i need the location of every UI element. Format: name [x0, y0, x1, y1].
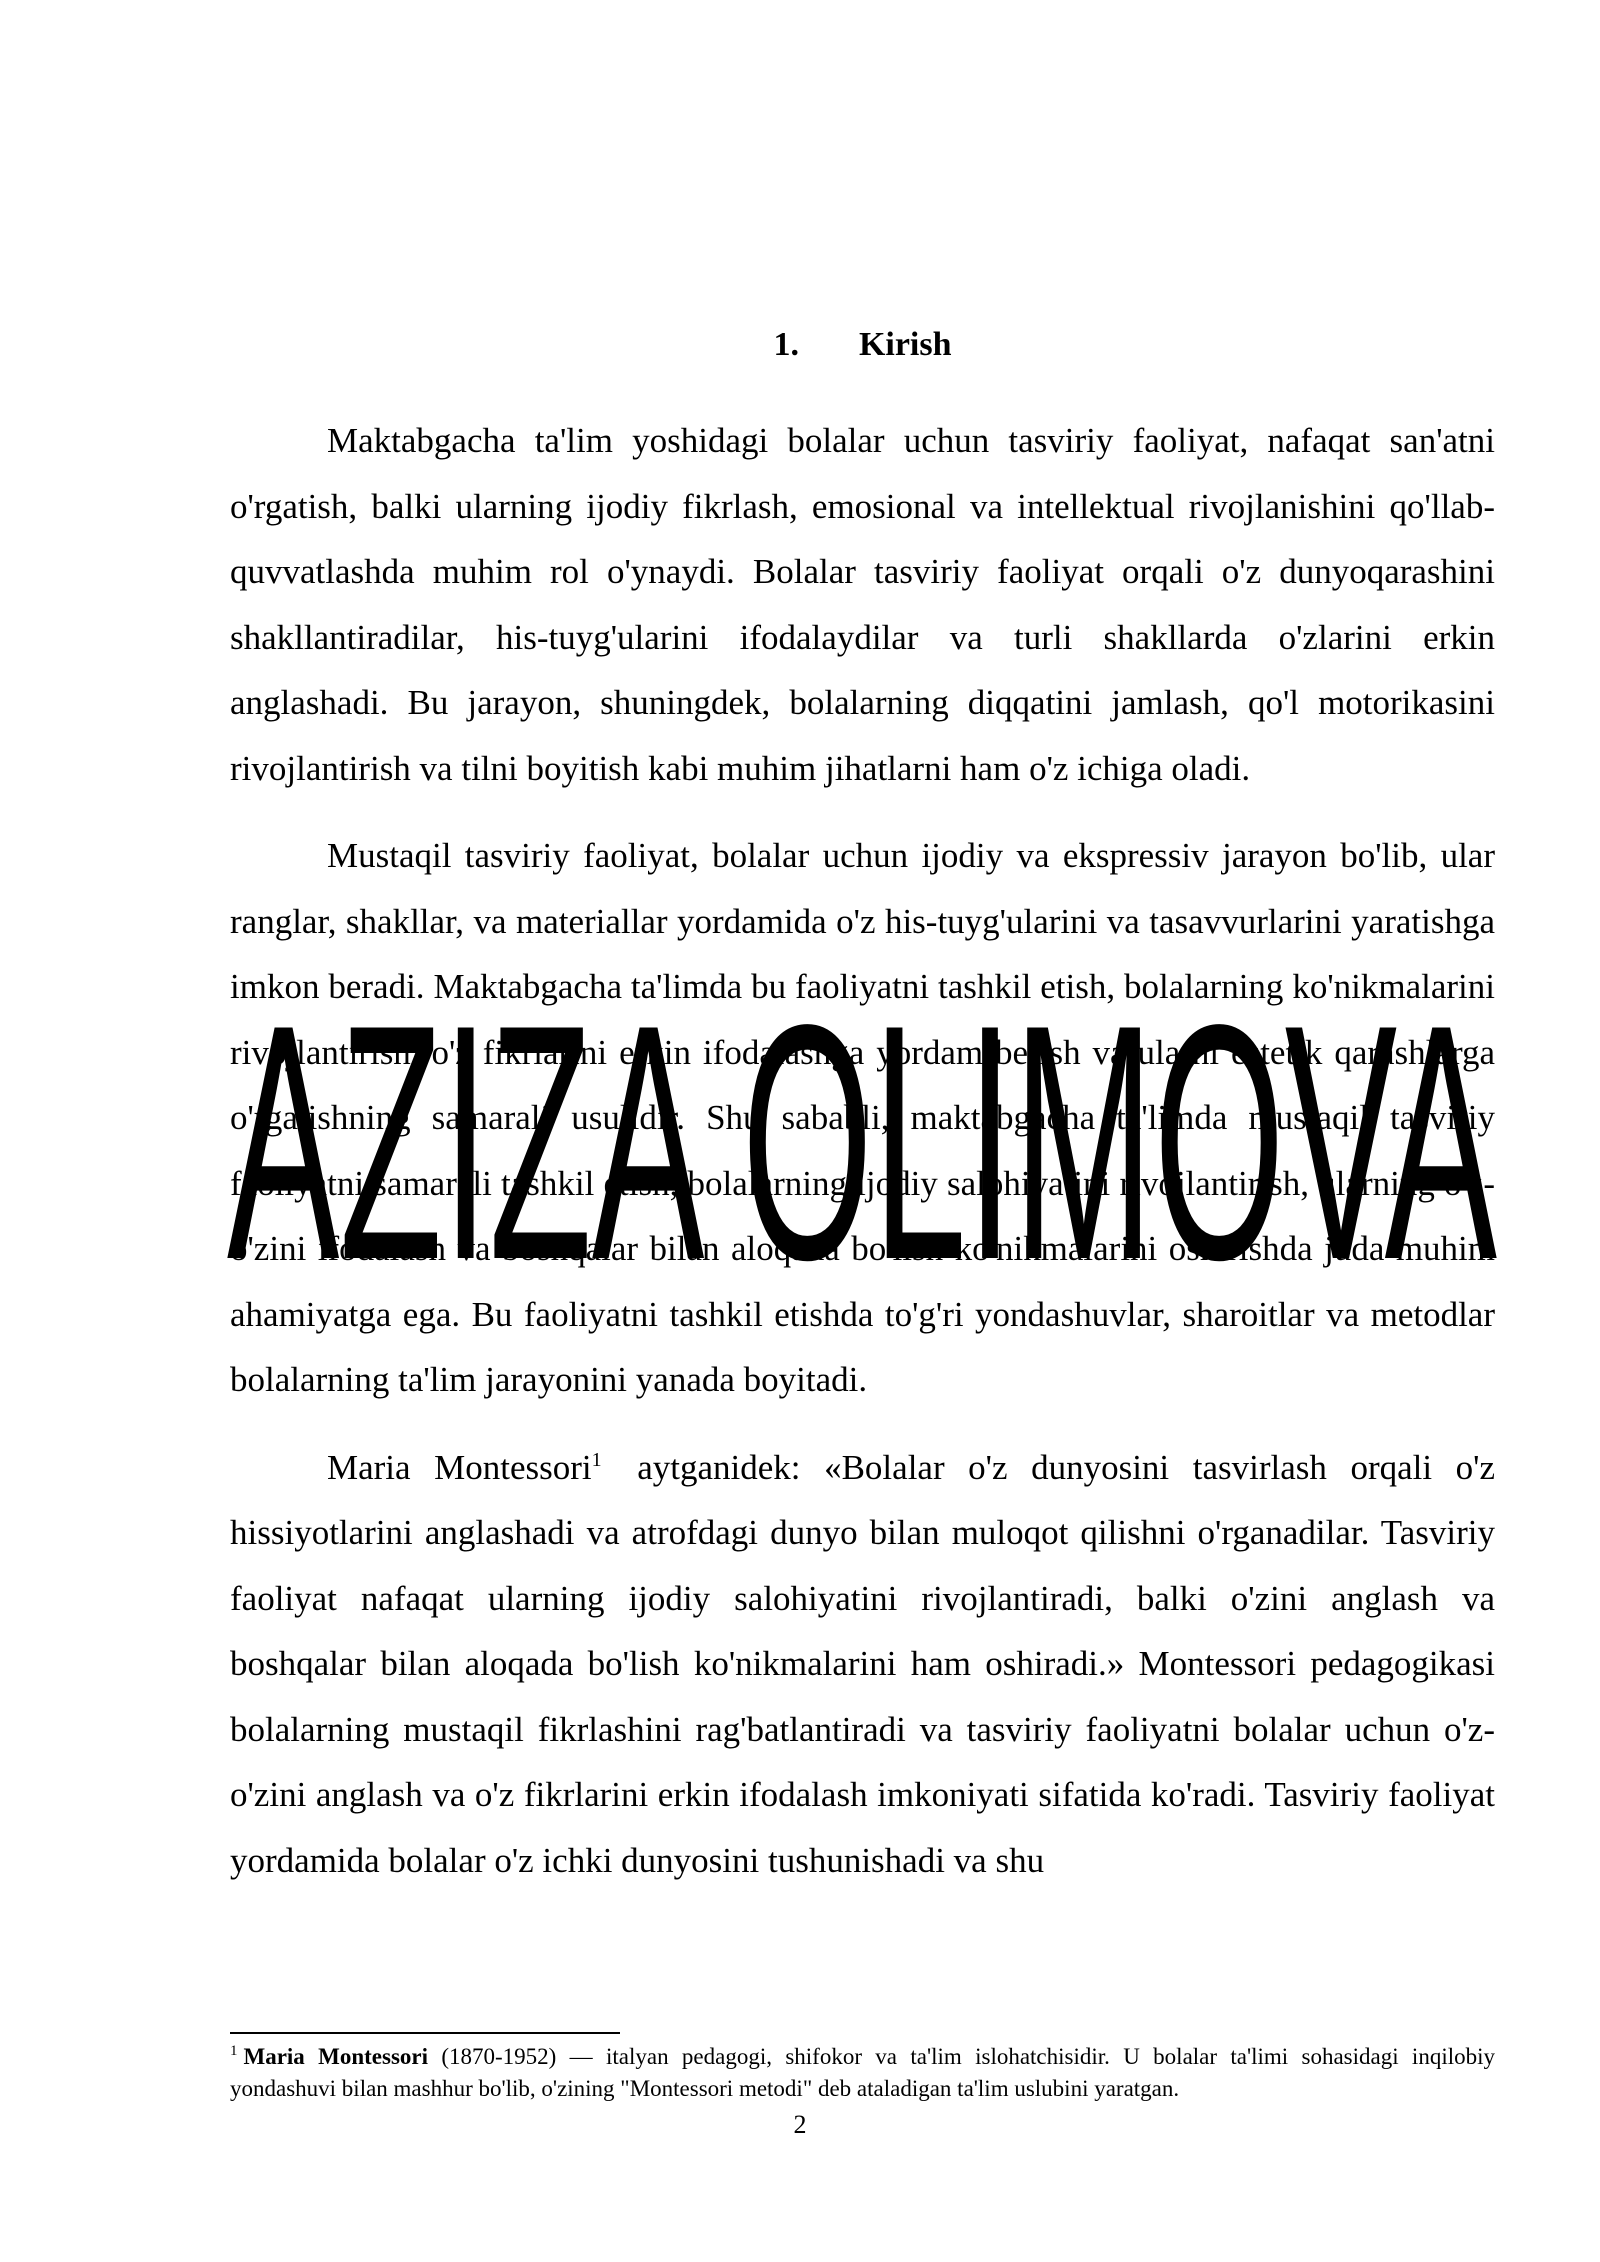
footnote-marker: 1 — [230, 2043, 238, 2060]
footnote — [230, 2041, 1495, 2105]
paragraph: Maktabgacha ta'lim yoshidagi bolalar uchun tasviriy faoliyat, nafaqat san'atni o'rgatish, balki ularning ijodiy fikrlash, emosional va intellektual rivojlanishini qo'llab-quvvatlashda muhim rol o'ynaydi. Bolalar tasviriy faoliyat orqali o'z dunyoqarashini shakllantiradilar, his-tuyg'ularini ifodalaydilar va turli shakllarda o'zlarini erkin anglashadi. Bu jarayon, shuningdek, bolalarning diqqatini jamlash, qo'l motorikasini rivojlantirish va tilni boyitish kabi muhim jihatlarni ham o'z ichiga oladi. — [230, 421, 1495, 788]
quote-paragraph — [230, 1435, 1495, 1894]
footnote-reference: 1 — [591, 1448, 602, 1471]
quote-text: aytganidek: «Bolalar o'z dunyosini tasvirlash orqali o'z hissiyotlarini anglashadi va atrofdagi dunyo bilan muloqot qilishni o'rganadilar. Tasviriy faoliyat nafaqat ularning ijodiy salohiyatini rivojlantiradi, balki o'zini anglash va boshqalar bilan aloqada bo'lish ko'nikmalarini ham oshiradi.» Montessori pedagogikasi bolalarning mustaqil fikrlashini rag'batlantiradi va tasviriy faoliyatni bolalar uchun o'z-o'zini anglash va o'z fikrlarini erkin ifodalash imkoniyati sifatida ko'radi. Tasviriy faoliyat yordamida bolalar o'z ichki dunyosini tushunishadi va shu — [230, 1447, 1496, 1880]
paragraph: Mustaqil tasviriy faoliyat, bolalar uchun ijodiy va ekspressiv jarayon bo'lib, ular ranglar, shakllar, va materiallar yordamida o'z his-tuyg'ularini va tasavvurlarini yaratishga imkon beradi. Maktabgacha ta'limda bu faoliyatni tashkil etish, bolalarning ko'nikmalarini rivojlantirish, o'z fikrlarini erkin ifodalashga yordam berish va ularni estetik qarashlarga o'rgatishning samarali usulidir. Shu sababli, maktabgacha ta'limda mustaqil tasviriy faoliyatni samarali tashkil etish, bolalarning ijodiy salohiyatini rivojlantirish, ularning o'z-o'zini ifodalash va boshqalar bilan aloqada bo'lish ko'nikmalarini oshirishda juda muhim ahamiyatga ega. Bu faoliyatni tashkil etishda to'g'ri yondashuvlar, sharoitlar va metodlar bolalarning ta'lim jarayonini yanada boyitadi. — [230, 836, 1495, 1399]
watermark-text: AZIZA OLIMOVA — [227, 1000, 1498, 1270]
cited-author: Maria Montessori — [327, 1447, 592, 1487]
section-heading — [230, 326, 1495, 364]
footnote-separator — [230, 2032, 620, 2034]
page-number: 2 — [793, 2110, 807, 2139]
body-text — [230, 408, 1495, 1915]
footnote-name: Maria Montessori — [243, 2044, 429, 2069]
section-number: 1. — [773, 326, 799, 363]
footnote-text: (1870-1952) — italyan pedagogi, shifokor va ta'lim islohatchisidir. U bolalar ta'limi sohasidagi inqilobiy yondashuvi bilan mashhur bo'lib, o'zining "Montessori metodi" deb ataladigan ta'lim uslubini yaratgan. — [230, 2044, 1495, 2101]
section-title: Kirish — [858, 326, 952, 363]
